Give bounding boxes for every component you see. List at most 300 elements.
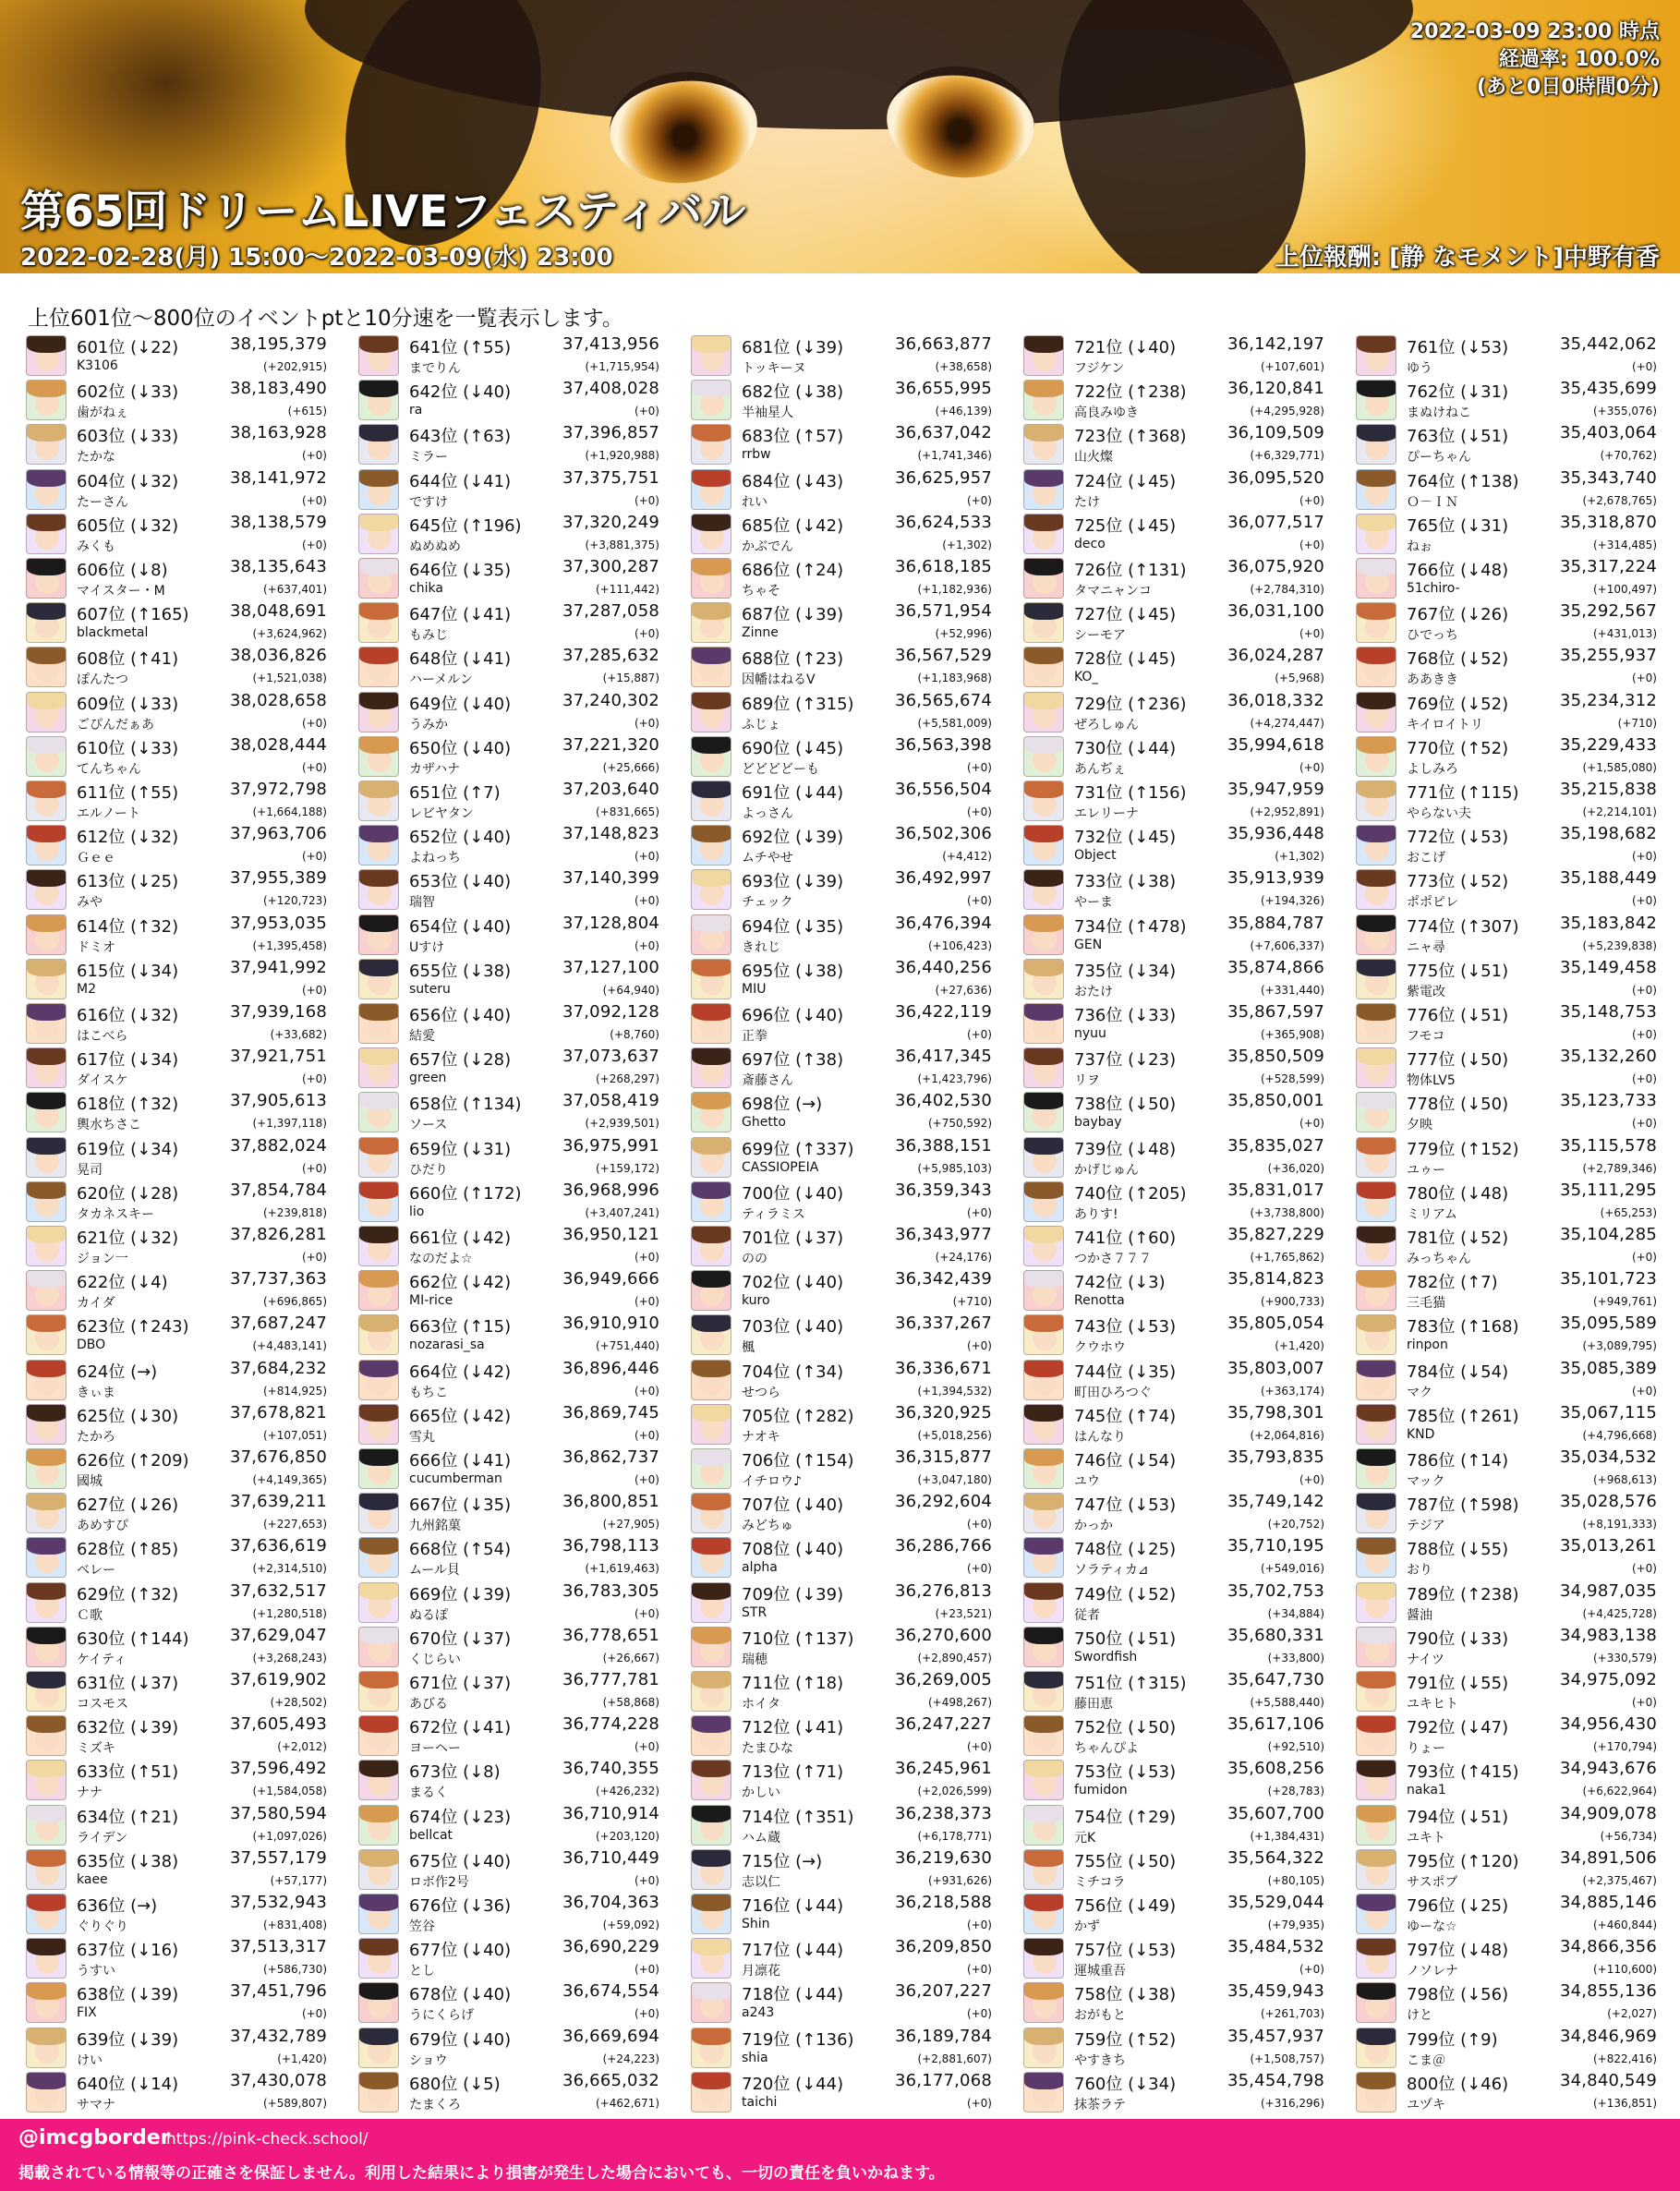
avatar-hair xyxy=(1024,1538,1064,1555)
event-points: 35,850,509 xyxy=(1227,1047,1324,1067)
event-points: 37,941,992 xyxy=(229,957,327,977)
rank-label: 699位 (↑337) xyxy=(742,1139,854,1159)
ranking-entry xyxy=(358,512,663,556)
event-points: 35,318,870 xyxy=(1559,512,1657,532)
ranking-entry xyxy=(1023,378,1328,422)
rank-label: 684位 (↓43) xyxy=(742,471,844,491)
ten-minute-gain: (+365,908) xyxy=(1260,1028,1324,1041)
rank-label: 677位 (↓40) xyxy=(409,1941,512,1961)
ranking-entry xyxy=(1356,1892,1661,1936)
player-name: かぶでん xyxy=(742,539,793,554)
event-points: 36,218,588 xyxy=(894,1893,992,1912)
avatar-hair xyxy=(1024,1716,1064,1733)
idol-avatar-icon xyxy=(1356,647,1396,687)
ranking-entry xyxy=(26,1491,331,1535)
ten-minute-gain: (+0) xyxy=(301,1072,327,1086)
avatar-hair xyxy=(359,1361,399,1377)
ten-minute-gain: (+462,671) xyxy=(595,2096,659,2110)
ranking-entry xyxy=(358,1447,663,1491)
avatar-hair xyxy=(1024,1271,1064,1288)
rank-label: 613位 (↓25) xyxy=(77,872,179,892)
player-name: KND xyxy=(1407,1426,1435,1442)
idol-avatar-icon xyxy=(1023,1404,1064,1445)
ranking-entry xyxy=(1356,1669,1661,1713)
ranking-entry xyxy=(26,1090,331,1134)
avatar-hair xyxy=(1357,1939,1396,1955)
avatar-hair xyxy=(1024,2073,1064,2089)
avatar-hair xyxy=(692,1983,731,2000)
player-name: まぬけねこ xyxy=(1407,406,1471,421)
avatar-hair xyxy=(1357,1227,1396,1243)
ranking-entry xyxy=(691,1046,996,1090)
idol-avatar-icon xyxy=(691,1805,731,1846)
ten-minute-gain: (+5,985,103) xyxy=(917,1161,992,1175)
event-points: 34,866,356 xyxy=(1559,1937,1657,1957)
avatar-hair xyxy=(27,1850,66,1867)
ranking-entry xyxy=(691,1135,996,1180)
ranking-entry xyxy=(691,1892,996,1936)
idol-avatar-icon xyxy=(691,1137,731,1178)
idol-avatar-icon xyxy=(1356,869,1396,910)
event-points: 35,529,044 xyxy=(1227,1893,1324,1912)
player-name: naka1 xyxy=(1407,1783,1446,1798)
player-name: こま＠ xyxy=(1407,2052,1445,2068)
rank-label: 659位 (↓31) xyxy=(409,1139,512,1159)
ranking-entry xyxy=(26,1313,331,1357)
player-name: Swordfish xyxy=(1074,1649,1138,1664)
avatar-hair xyxy=(692,470,731,487)
ten-minute-gain: (+0) xyxy=(966,1919,992,1931)
avatar-hair xyxy=(692,559,731,575)
player-name: おり xyxy=(1407,1563,1432,1579)
ten-minute-gain: (+355,076) xyxy=(1592,405,1657,418)
idol-avatar-icon xyxy=(358,647,399,687)
avatar-hair xyxy=(27,1048,66,1065)
ten-minute-gain: (+15,887) xyxy=(602,672,659,685)
player-name: エレリーナ xyxy=(1074,806,1139,821)
rank-label: 619位 (↓34) xyxy=(77,1139,179,1159)
ranking-entry xyxy=(358,957,663,1001)
ranking-entry xyxy=(691,734,996,779)
player-name: baybay xyxy=(1074,1115,1122,1131)
ten-minute-gain: (+3,268,243) xyxy=(252,1651,327,1664)
ten-minute-gain: (+4,274,447) xyxy=(1250,716,1324,730)
player-name: 輿水ちさこ xyxy=(77,1118,141,1133)
ten-minute-gain: (+5,588,440) xyxy=(1250,1696,1324,1709)
idol-avatar-icon xyxy=(1023,825,1064,866)
idol-avatar-icon xyxy=(691,380,731,420)
ten-minute-gain: (+0) xyxy=(634,938,659,952)
idol-avatar-icon xyxy=(691,825,731,866)
rank-label: 668位 (↑54) xyxy=(409,1540,512,1560)
player-name: ミズキ xyxy=(77,1741,115,1757)
rank-label: 714位 (↑351) xyxy=(742,1807,854,1827)
ranking-entry xyxy=(358,600,663,645)
ranking-entry xyxy=(26,2026,331,2070)
avatar-hair xyxy=(27,1182,66,1199)
event-points: 35,850,001 xyxy=(1227,1091,1324,1111)
ranking-entry xyxy=(1356,957,1661,1001)
ranking-entry xyxy=(358,867,663,912)
event-points: 35,947,959 xyxy=(1227,780,1324,799)
rank-label: 726位 (↑131) xyxy=(1074,561,1187,580)
ranking-entry xyxy=(1023,1090,1328,1134)
avatar-hair xyxy=(1357,1894,1396,1911)
idol-avatar-icon xyxy=(1023,1982,1064,2023)
event-points: 36,247,227 xyxy=(894,1714,992,1735)
ten-minute-gain: (+0) xyxy=(301,538,327,551)
idol-avatar-icon xyxy=(1023,1003,1064,1044)
idol-avatar-icon xyxy=(358,1627,399,1667)
idol-avatar-icon xyxy=(358,1181,399,1222)
player-name: 物体LV5 xyxy=(1407,1073,1456,1089)
ranking-entry xyxy=(26,333,331,378)
player-name: みっちゃん xyxy=(1407,1252,1471,1266)
player-name: よっさん xyxy=(742,806,793,821)
idol-avatar-icon xyxy=(358,1137,399,1178)
avatar-hair xyxy=(1357,1983,1396,2000)
rank-label: 683位 (↑57) xyxy=(742,427,844,447)
ten-minute-gain: (+2,012) xyxy=(277,1740,327,1754)
ten-minute-gain: (+2,314,510) xyxy=(252,1562,327,1576)
ranking-entry xyxy=(691,867,996,912)
rank-label: 712位 (↓41) xyxy=(742,1718,844,1738)
ranking-entry xyxy=(358,1758,663,1802)
ranking-entry xyxy=(358,823,663,867)
event-points: 36,774,228 xyxy=(562,1714,659,1735)
ranking-entry xyxy=(26,1001,331,1046)
idol-avatar-icon xyxy=(358,914,399,955)
ten-minute-gain: (+261,703) xyxy=(1260,2007,1324,2021)
ten-minute-gain: (+80,105) xyxy=(1267,1873,1324,1887)
rank-label: 753位 (↓53) xyxy=(1074,1762,1177,1783)
ten-minute-gain: (+528,599) xyxy=(1260,1072,1324,1086)
player-name: サマナ xyxy=(77,2097,115,2112)
event-points: 36,655,995 xyxy=(894,379,992,399)
idol-avatar-icon xyxy=(1023,602,1064,643)
avatar-hair xyxy=(692,1850,731,1867)
ten-minute-gain: (+28,783) xyxy=(1267,1785,1324,1798)
ranking-entry xyxy=(1023,690,1328,734)
ranking-entry xyxy=(691,1669,996,1713)
avatar-hair xyxy=(359,693,399,709)
ten-minute-gain: (+4,149,365) xyxy=(252,1473,327,1486)
event-points: 35,028,576 xyxy=(1559,1492,1657,1512)
avatar-hair xyxy=(1024,1983,1064,2000)
avatar-hair xyxy=(1357,1271,1396,1288)
idol-avatar-icon xyxy=(26,1982,66,2023)
event-points: 35,255,937 xyxy=(1559,646,1657,666)
event-points: 35,013,261 xyxy=(1559,1536,1657,1556)
player-name: けと xyxy=(1407,2008,1432,2024)
avatar-hair xyxy=(1024,1182,1064,1199)
ranking-entry xyxy=(691,1268,996,1313)
rank-label: 643位 (↑63) xyxy=(409,427,512,447)
event-points: 37,826,281 xyxy=(229,1225,327,1244)
player-name: ライデン xyxy=(77,1830,128,1846)
player-name: 抹茶ラテ xyxy=(1074,2097,1126,2112)
rank-label: 670位 (↓37) xyxy=(409,1628,512,1649)
avatar-hair xyxy=(692,870,731,887)
idol-avatar-icon xyxy=(358,1805,399,1846)
ten-minute-gain: (+1,765,862) xyxy=(1250,1251,1324,1264)
ten-minute-gain: (+831,665) xyxy=(595,805,659,818)
ranking-entry xyxy=(1356,1447,1661,1491)
player-name: てんちゃん xyxy=(77,761,141,777)
ten-minute-gain: (+0) xyxy=(1631,1696,1657,1709)
player-name: STR xyxy=(742,1604,767,1620)
ten-minute-gain: (+5,239,838) xyxy=(1582,938,1657,952)
rank-label: 715位 (→) xyxy=(742,1851,823,1871)
avatar-hair xyxy=(27,870,66,887)
ranking-entry xyxy=(26,690,331,734)
ten-minute-gain: (+110,600) xyxy=(1592,1963,1657,1977)
avatar-hair xyxy=(27,1983,66,2000)
ten-minute-gain: (+5,018,256) xyxy=(917,1428,992,1442)
event-points: 36,075,920 xyxy=(1227,557,1324,576)
player-name: あめすぴ xyxy=(77,1519,128,1534)
avatar-hair xyxy=(1024,826,1064,842)
ranking-entry xyxy=(358,1535,663,1580)
rank-label: 763位 (↓51) xyxy=(1407,427,1509,447)
rank-label: 770位 (↑52) xyxy=(1407,738,1509,758)
ten-minute-gain: (+0) xyxy=(1631,1028,1657,1041)
ten-minute-gain: (+65,253) xyxy=(1600,1205,1657,1219)
player-name: 斎藤さん xyxy=(742,1073,793,1089)
avatar-hair xyxy=(27,915,66,932)
ten-minute-gain: (+0) xyxy=(966,1205,992,1219)
player-name: きぃま xyxy=(77,1385,115,1400)
event-points: 35,115,578 xyxy=(1559,1135,1657,1156)
avatar-hair xyxy=(1357,1048,1396,1065)
event-points: 34,983,138 xyxy=(1559,1625,1657,1645)
avatar-hair xyxy=(692,1182,731,1199)
avatar-hair xyxy=(1357,425,1396,442)
ranking-entry xyxy=(1023,957,1328,1001)
idol-avatar-icon xyxy=(26,1894,66,1934)
rank-label: 618位 (↑32) xyxy=(77,1095,179,1115)
idol-avatar-icon xyxy=(691,1582,731,1623)
twitter-handle[interactable]: @imcgborder xyxy=(18,2126,171,2149)
idol-avatar-icon xyxy=(1356,1982,1396,2023)
ten-minute-gain: (+107,601) xyxy=(1260,360,1324,373)
ten-minute-gain: (+4,796,668) xyxy=(1582,1428,1657,1442)
avatar-hair xyxy=(359,1004,399,1021)
ranking-entry xyxy=(26,422,331,466)
rank-label: 728位 (↓45) xyxy=(1074,649,1177,670)
ten-minute-gain: (+64,940) xyxy=(602,983,659,997)
ranking-entry xyxy=(1356,1847,1661,1892)
player-name: タマニャンコ xyxy=(1074,584,1152,599)
idol-avatar-icon xyxy=(691,1270,731,1311)
ranking-entry xyxy=(358,1268,663,1313)
event-points: 36,740,355 xyxy=(562,1759,659,1779)
avatar-hair xyxy=(692,693,731,709)
rank-label: 635位 (↓38) xyxy=(77,1851,179,1871)
idol-avatar-icon xyxy=(1023,1849,1064,1890)
ranking-entry xyxy=(1023,2026,1328,2070)
rank-label: 651位 (↑7) xyxy=(409,783,501,803)
ranking-entry xyxy=(358,467,663,512)
event-points: 38,195,379 xyxy=(229,334,327,354)
event-points: 37,140,399 xyxy=(562,868,659,889)
ranking-entry xyxy=(26,467,331,512)
rank-label: 727位 (↓45) xyxy=(1074,605,1177,625)
player-name: Ｇｅｅ xyxy=(77,851,115,866)
player-name: れい xyxy=(742,494,767,510)
ten-minute-gain: (+2,027) xyxy=(1607,2007,1657,2021)
idol-avatar-icon xyxy=(691,914,731,955)
rank-label: 762位 (↓31) xyxy=(1407,382,1509,403)
idol-avatar-icon xyxy=(26,558,66,599)
avatar-hair xyxy=(1024,1672,1064,1689)
player-name: ヨーヘー xyxy=(409,1741,461,1757)
player-name: サスポブ xyxy=(1407,1874,1458,1890)
player-name: どどどどーも xyxy=(742,761,819,777)
idol-avatar-icon xyxy=(26,1003,66,1044)
player-name: 正拳 xyxy=(742,1029,767,1044)
ten-minute-gain: (+1,384,431) xyxy=(1250,1829,1324,1843)
idol-avatar-icon xyxy=(1356,335,1396,376)
player-name: ユキヒト xyxy=(1407,1697,1458,1712)
avatar-hair xyxy=(1357,1138,1396,1155)
ten-minute-gain: (+3,047,180) xyxy=(917,1473,992,1486)
site-link[interactable]: https://pink-check.school/ xyxy=(166,2130,369,2149)
idol-avatar-icon xyxy=(1023,914,1064,955)
event-points: 37,972,798 xyxy=(229,780,327,799)
event-points: 34,855,136 xyxy=(1559,1981,1657,2002)
event-points: 36,663,877 xyxy=(894,334,992,354)
idol-avatar-icon xyxy=(691,959,731,999)
ranking-entry xyxy=(358,1580,663,1625)
player-name: のの xyxy=(742,1252,767,1266)
ten-minute-gain: (+107,051) xyxy=(262,1428,327,1442)
ten-minute-gain: (+696,865) xyxy=(262,1295,327,1309)
ranking-entry xyxy=(1023,1713,1328,1758)
rank-label: 758位 (↓38) xyxy=(1074,1985,1177,2005)
rank-label: 679位 (↓40) xyxy=(409,2029,512,2050)
ten-minute-gain: (+2,375,467) xyxy=(1582,1873,1657,1887)
ten-minute-gain: (+0) xyxy=(1299,538,1324,551)
avatar-hair xyxy=(359,1182,399,1199)
rank-label: 681位 (↓39) xyxy=(742,338,844,357)
idol-avatar-icon xyxy=(691,2072,731,2112)
avatar-hair xyxy=(1024,1939,1064,1955)
avatar-hair xyxy=(359,960,399,976)
rank-label: 791位 (↓55) xyxy=(1407,1674,1509,1693)
idol-avatar-icon xyxy=(1023,959,1064,999)
player-name: suteru xyxy=(409,981,451,997)
player-name: M2 xyxy=(77,981,96,997)
event-points: 37,287,058 xyxy=(562,601,659,622)
event-points: 37,955,389 xyxy=(229,868,327,889)
rank-label: 794位 (↓51) xyxy=(1407,1807,1509,1827)
rank-label: 775位 (↓51) xyxy=(1407,961,1509,981)
event-points: 35,803,007 xyxy=(1227,1358,1324,1378)
ten-minute-gain: (+2,789,346) xyxy=(1582,1161,1657,1175)
idol-avatar-icon xyxy=(691,736,731,777)
ranking-entry xyxy=(1023,1625,1328,1669)
rank-label: 645位 (↑196) xyxy=(409,515,522,536)
ten-minute-gain: (+23,521) xyxy=(935,1606,992,1620)
ten-minute-gain: (+38,658) xyxy=(935,360,992,373)
event-points: 34,909,078 xyxy=(1559,1803,1657,1823)
idol-avatar-icon xyxy=(358,514,399,554)
rank-label: 713位 (↑71) xyxy=(742,1762,844,1783)
rank-label: 778位 (↓50) xyxy=(1407,1095,1509,1115)
event-points: 35,034,532 xyxy=(1559,1447,1657,1467)
event-points: 35,827,229 xyxy=(1227,1225,1324,1244)
idol-avatar-icon xyxy=(26,424,66,465)
ranking-entry xyxy=(1023,467,1328,512)
ranking-entry xyxy=(1356,1402,1661,1447)
rank-label: 633位 (↑51) xyxy=(77,1762,179,1783)
avatar-hair xyxy=(1357,1628,1396,1644)
ten-minute-gain: (+0) xyxy=(634,1740,659,1754)
player-name: ロボ作2号 xyxy=(409,1874,469,1890)
idol-avatar-icon xyxy=(358,1894,399,1934)
ten-minute-gain: (+331,440) xyxy=(1260,983,1324,997)
event-points: 37,127,100 xyxy=(562,957,659,977)
event-points: 37,687,247 xyxy=(229,1313,327,1334)
idol-avatar-icon xyxy=(1356,1493,1396,1533)
ten-minute-gain: (+3,407,241) xyxy=(585,1205,659,1219)
ranking-column xyxy=(358,333,663,2114)
avatar-hair xyxy=(359,1628,399,1644)
rank-label: 784位 (↓54) xyxy=(1407,1362,1509,1382)
ten-minute-gain: (+4,425,728) xyxy=(1582,1606,1657,1620)
avatar-hair xyxy=(359,1806,399,1822)
rank-label: 669位 (↓39) xyxy=(409,1584,512,1604)
avatar-hair xyxy=(1024,693,1064,709)
rank-label: 789位 (↑238) xyxy=(1407,1584,1519,1604)
avatar-hair xyxy=(1024,1449,1064,1466)
event-points: 34,987,035 xyxy=(1559,1580,1657,1601)
ten-minute-gain: (+0) xyxy=(966,760,992,774)
avatar-hair xyxy=(359,2028,399,2045)
ten-minute-gain: (+900,733) xyxy=(1260,1295,1324,1309)
rank-label: 615位 (↓34) xyxy=(77,961,179,981)
rank-label: 741位 (↑60) xyxy=(1074,1229,1177,1248)
idol-avatar-icon xyxy=(26,959,66,999)
idol-avatar-icon xyxy=(358,335,399,376)
player-name: ソラティカ⊿ xyxy=(1074,1563,1149,1579)
player-name: ケイティ xyxy=(77,1652,127,1667)
ranking-entry xyxy=(26,1713,331,1758)
avatar-hair xyxy=(359,603,399,620)
ten-minute-gain: (+1,920,988) xyxy=(585,449,659,463)
avatar-hair xyxy=(1357,915,1396,932)
ranking-entry xyxy=(26,1358,331,1402)
player-name: Ｃ歌 xyxy=(77,1607,103,1623)
rank-label: 639位 (↓39) xyxy=(77,2029,179,2050)
avatar-hair xyxy=(1357,826,1396,842)
rank-label: 707位 (↓40) xyxy=(742,1495,844,1516)
avatar-hair xyxy=(359,1538,399,1555)
ranking-entry xyxy=(691,556,996,600)
event-points: 37,676,850 xyxy=(229,1447,327,1467)
avatar-hair xyxy=(1357,559,1396,575)
idol-avatar-icon xyxy=(26,1047,66,1088)
event-points: 36,624,533 xyxy=(894,512,992,532)
idol-avatar-icon xyxy=(358,736,399,777)
player-name: shia xyxy=(742,2050,768,2065)
rank-label: 621位 (↓32) xyxy=(77,1229,179,1248)
event-points: 36,565,674 xyxy=(894,690,992,710)
avatar-hair xyxy=(27,1004,66,1021)
player-name: 町田ひろつぐ xyxy=(1074,1385,1152,1400)
ranking-entry xyxy=(358,556,663,600)
